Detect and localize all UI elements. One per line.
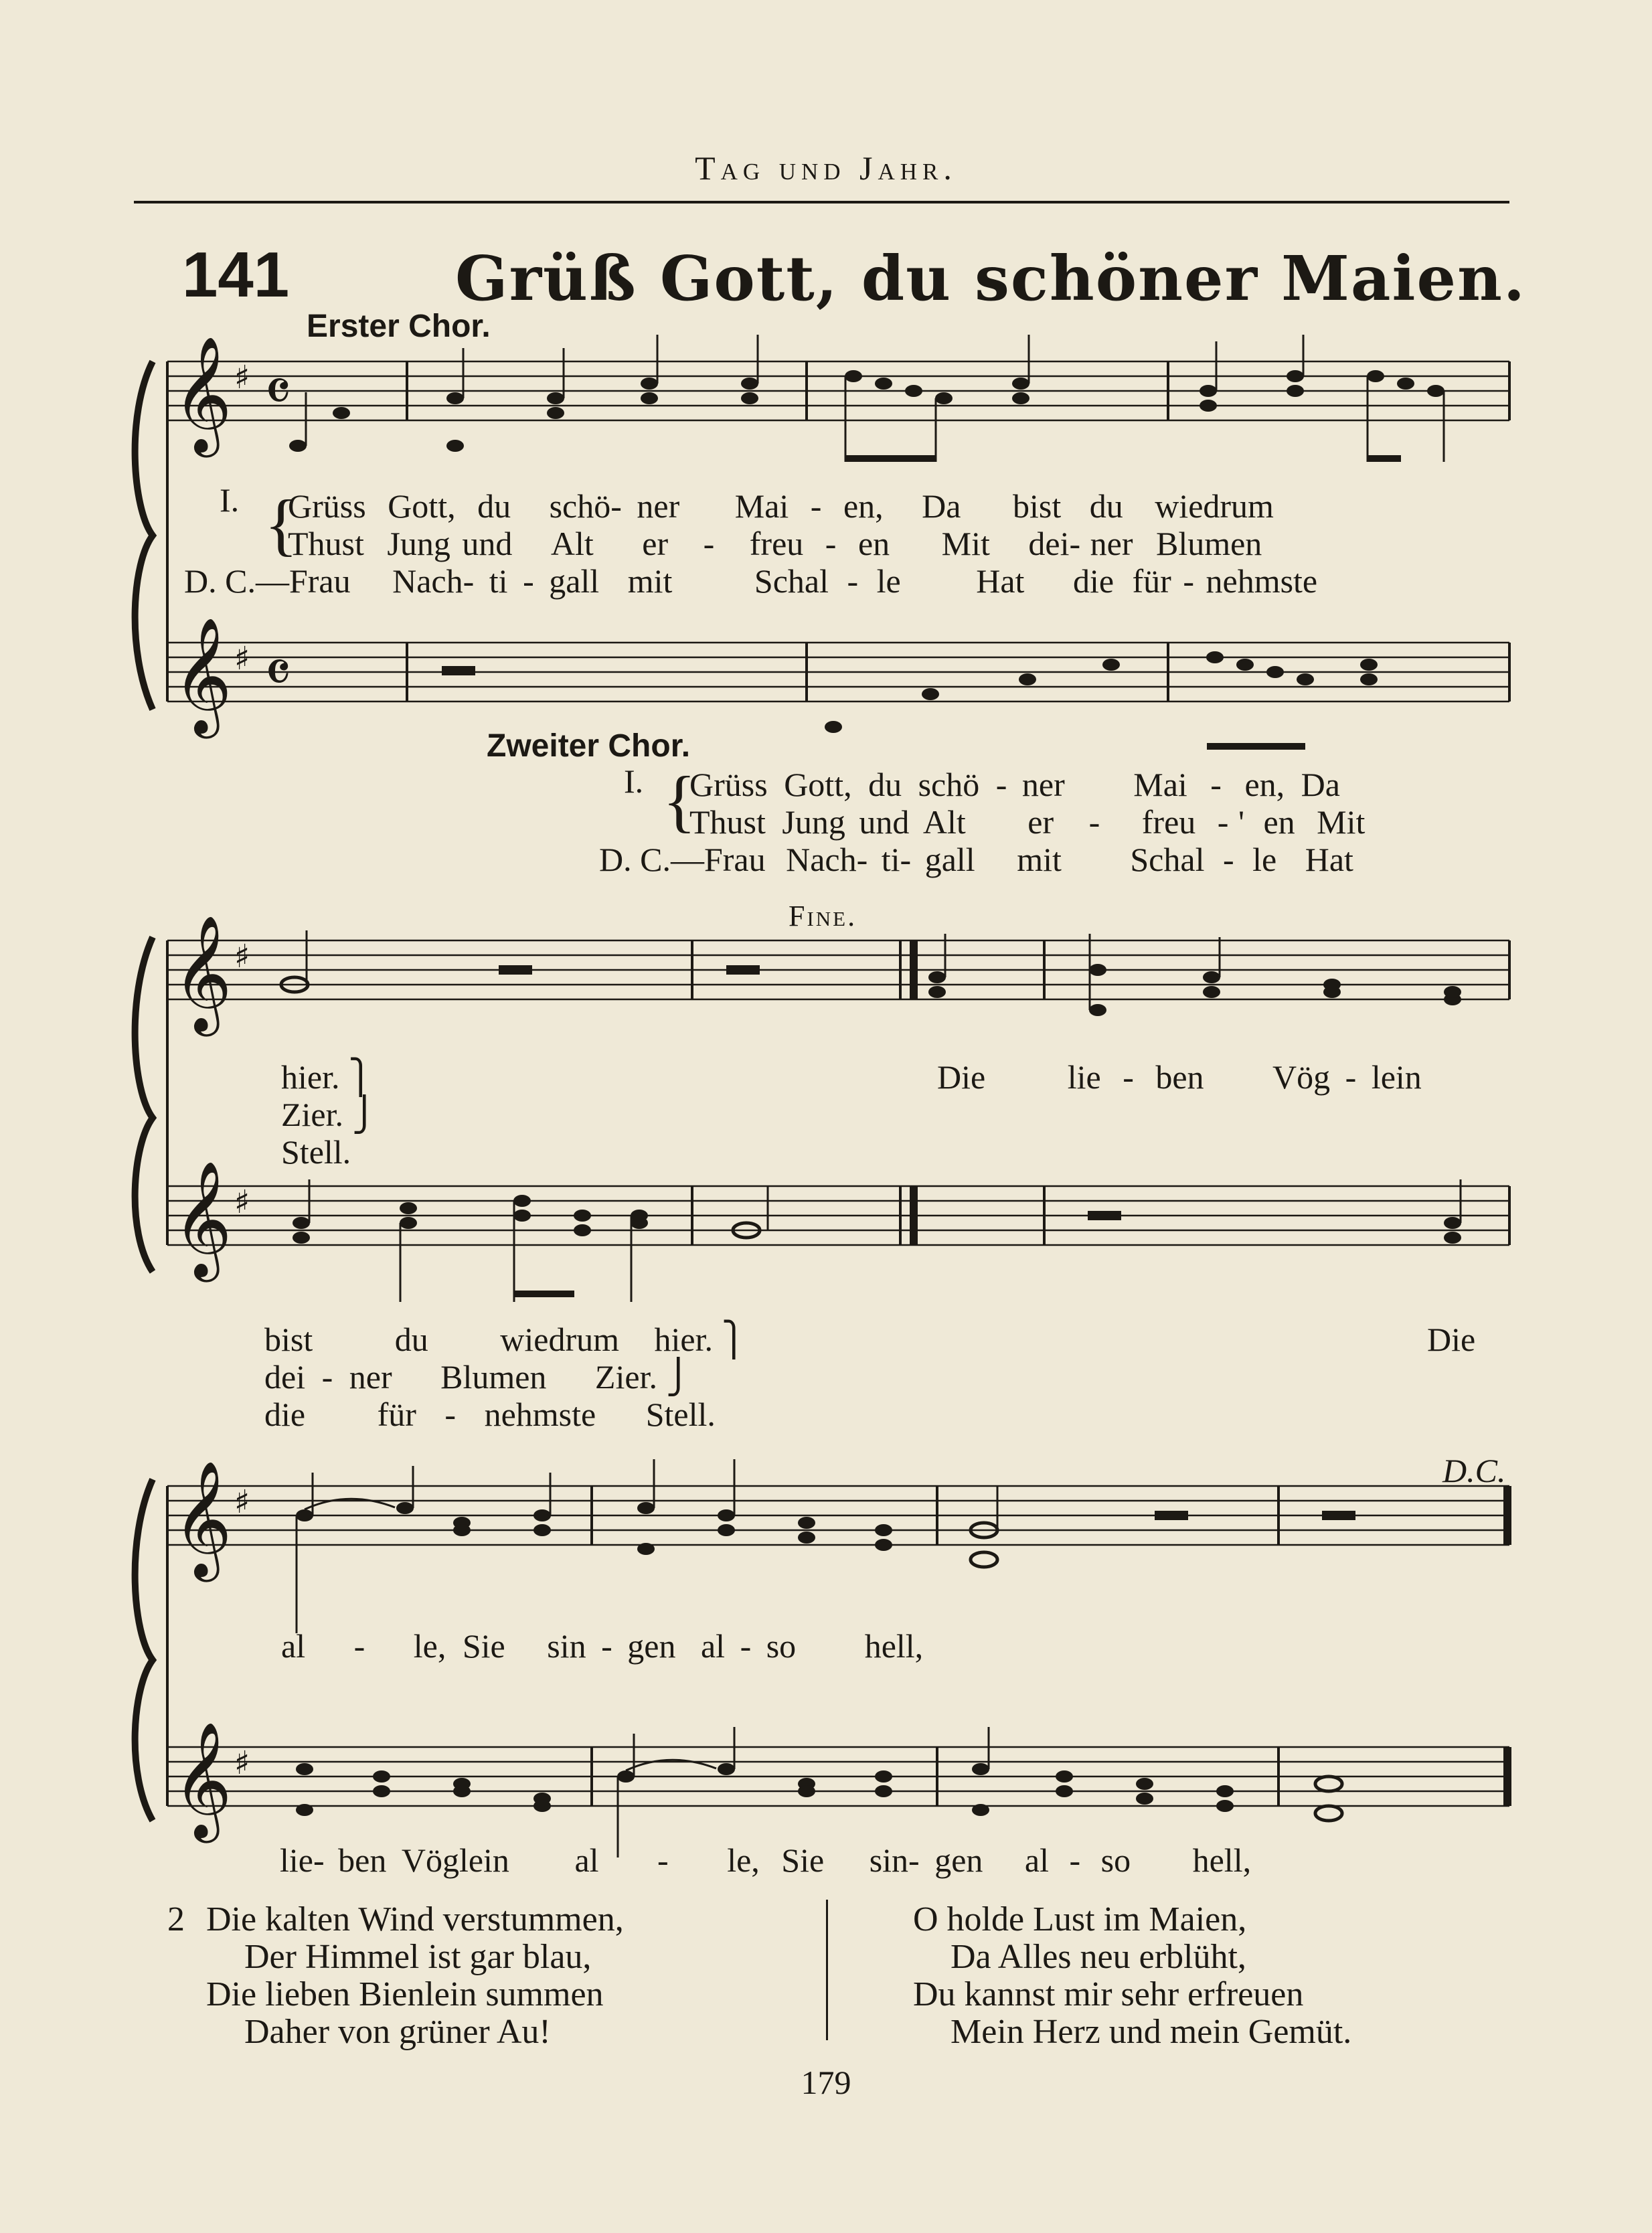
lyric-line-s1l-2: Thust Jung und Alt er - freu - ' en Mit [689,803,1366,841]
whole-rest [499,965,532,975]
common-time-icon: 𝄴 [264,638,292,708]
lyric-line-s2l-2: dei - ner Blumen Zier. ⎭ [264,1358,691,1396]
treble-clef-icon: 𝄞 [173,617,232,734]
stanza-left-line-1: Die kalten Wind verstummen, [206,1900,624,1938]
page-number: 179 [801,2064,851,2101]
staff-upper [167,940,1509,999]
system-brace [135,361,153,710]
lyric-end-2: Zier. ⎭ [281,1096,378,1133]
key-signature-sharp: ♯ [234,1483,250,1521]
lyric-line-s2l-1: bist du wiedrum hier. ⎫ [264,1321,746,1358]
stanza-left-line-3: Die lieben Bienlein summen [206,1975,604,2013]
stanza-right-line-3: Du kannst mir sehr erfreuen [913,1975,1304,2013]
verse-number: I. [624,762,644,800]
lyric-line-s2u-1: Die lie - ben Vög - lein [937,1058,1422,1096]
key-signature-sharp: ♯ [234,1183,250,1221]
verse-brace: { [663,762,696,839]
whole-rest [1088,1211,1121,1220]
notes-upper [928,964,1461,1016]
verse-number: I. [220,481,240,519]
whole-rest [442,666,475,675]
lyric-end-1: hier. ⎫ [281,1058,374,1096]
hymn-title: Grüß Gott, du schöner Maien. [455,242,1526,315]
staff-lower [167,1186,1509,1245]
lyric-line-s1u-1: Grüss Gott, du schö- ner Mai - en, Da bist du wiedrum [288,487,1274,525]
notes-lower [293,1195,1461,1244]
lyric-line-s1l-1: Grüss Gott, du schö - ner Mai - en, Da [689,766,1340,803]
running-head: Tag und Jahr. [695,149,957,187]
dc-marking: D.C. [1442,1452,1506,1489]
lyric-end-3: Stell. [281,1133,351,1171]
lyric-line-s3u: al - le, Sie sin - gen al - so hell, [281,1627,924,1665]
lyric-line-s1u-2: Thust Jung und Alt er - freu - en Mit dei- ner Blumen [288,525,1262,562]
stanza-right-line-2: Da Alles neu erblüht, [951,1938,1246,1976]
lyric-line-s1l-3: D. C.—Frau Nach- ti- gall mit Schal - le Hat [599,841,1353,878]
lyric-line-s3l: lie- ben Vöglein al - le, Sie sin- gen al - so hell, [280,1841,1252,1879]
stanza-number: 2 [167,1900,185,1938]
lyric-line-s1u-3: D. C.—Frau Nach- ti - gall mit Schal - le Hat die für - nehmste [184,562,1318,600]
key-signature-sharp: ♯ [234,938,250,975]
whole-rest [1155,1511,1188,1520]
system-brace [135,937,153,1272]
treble-clef-icon: 𝄞 [173,1722,232,1838]
treble-clef-icon: 𝄞 [173,1161,232,1277]
fine-marking: Fine. [789,900,857,932]
note-stems [306,335,1444,462]
verse-brace: { [264,486,298,563]
whole-rest [726,965,760,975]
stanza-left-line-2: Der Himmel ist gar blau, [244,1938,592,1976]
hymn-number: 141 [182,239,290,311]
system-brace [135,1479,153,1821]
key-signature-sharp: ♯ [234,1744,250,1782]
stanza-divider [826,1900,828,2040]
staff-lower [167,1747,1509,1806]
lyric-line-s2l-3: die für - nehmste Stell. [264,1396,716,1433]
whole-rest [1322,1511,1355,1520]
second-choir-label: Zweiter Chor. [487,728,691,764]
treble-clef-icon: 𝄞 [173,915,232,1031]
beam [514,1291,574,1297]
staff-lower [167,643,1509,701]
stanza-right-line-4: Mein Herz und mein Gemüt. [951,2013,1352,2051]
key-signature-sharp: ♯ [234,640,250,677]
stanza-right-line-1: O holde Lust im Maien, [913,1900,1247,1938]
note-stems [307,930,1461,1302]
stanza-left-line-4: Daher von grüner Au! [244,2013,551,2051]
treble-clef-icon: 𝄞 [173,1461,232,1577]
treble-clef-icon: 𝄞 [173,336,232,452]
key-signature-sharp: ♯ [234,359,250,396]
notes-lower [825,651,1378,733]
header-rule [134,201,1509,203]
first-choir-label: Erster Chor. [307,309,491,344]
common-time-icon: 𝄴 [264,357,292,427]
lyric-word-die: Die [1427,1321,1476,1358]
notes-lower [296,1763,1234,1816]
staff-upper [167,361,1509,420]
staff-upper [167,1486,1509,1545]
notes-upper [296,1502,892,1555]
